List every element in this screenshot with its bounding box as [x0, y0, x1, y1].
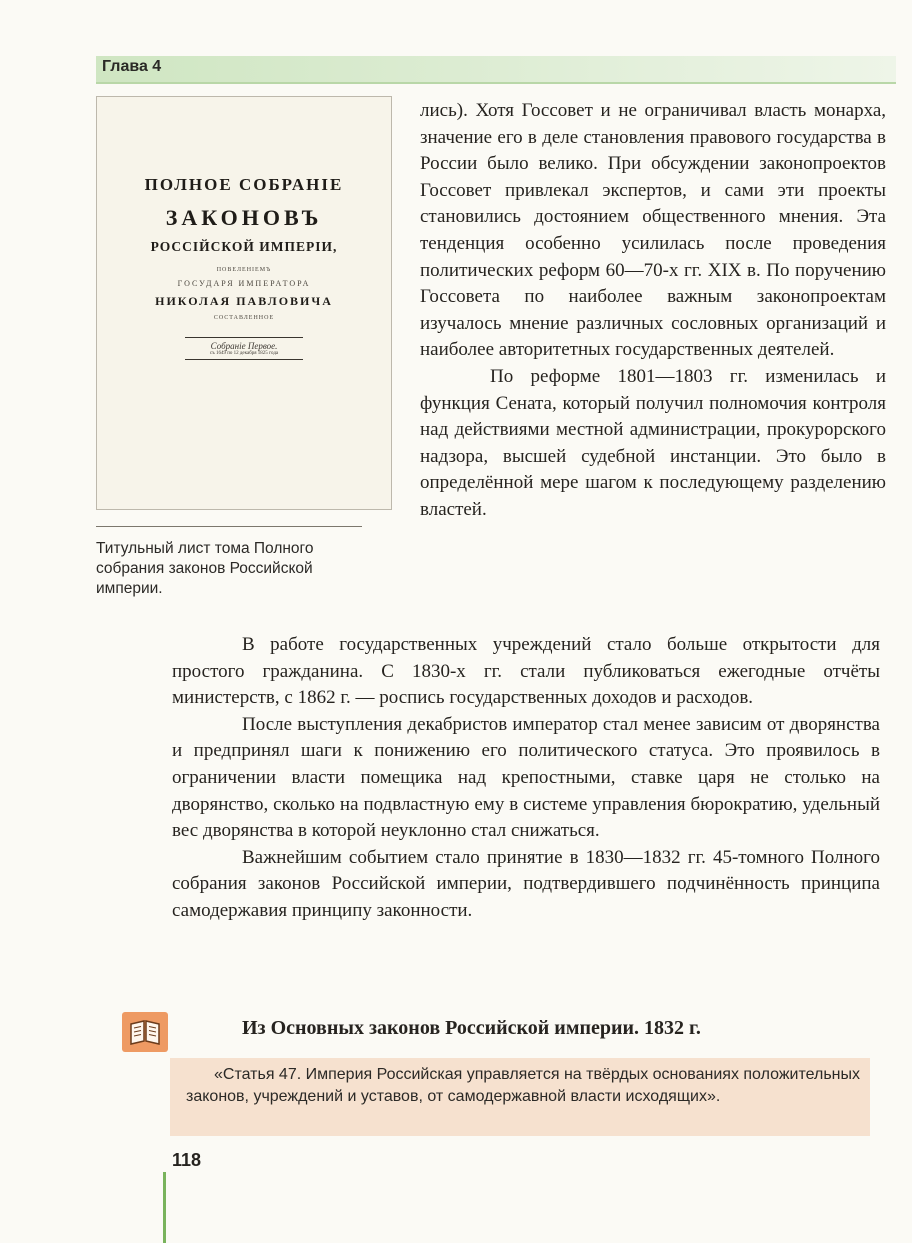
title-page-content: [119, 117, 369, 489]
source-quote: «Статья 47. Империя Российская управляется на твёрдых основаниях положительных законов, учреждений и уставов, от самодержавной власти исходящих».: [186, 1066, 860, 1105]
text-column-full: [172, 632, 880, 925]
chapter-label: Глава 4: [102, 58, 162, 75]
title-line-1: ПОЛНОЕ СОБРАНІЕ: [144, 175, 344, 194]
title-line-3: РОССІЙСКОЙ ИМПЕРІИ,: [150, 239, 338, 254]
text-column-right: [420, 98, 886, 524]
paragraph-4: После выступления декабристов император стал менее зависим от дворянства и предпринял шаги к понижению его политического статуса. Это проявилось в ограничении власти помещика над крепостными, ставке царя не столько на дворянство, сколько на подвластную ему в системе управления бюрократию, удельный вес дворянства в которой неуклонно стал снижаться.: [172, 713, 880, 842]
title-line-2: ЗАКОНОВЪ: [165, 205, 323, 230]
paragraph-1: лись). Хотя Госсовет и не ограничивал власть монарха, значение его в деле становления правового государства в России было велико. При обсуждении законопроектов Госсовет привлекал экспертов, и сами эти проекты становились достоянием общественного мнения. Эта тенденция особенно усилилась после проведения политических реформ 60—70-х гг. XIX в. По поручению Госсовета по наиболее важным законопроектам изучалось мнение различных сословных организаций и наиболее авторитетных государственных деятелей.: [420, 100, 886, 361]
paragraph-3: В работе государственных учреждений стало больше открытости для простого гражданина. С 1830-х гг. стали публиковаться ежегодные отчёты министерств, с 1862 г. — роспись государственных доходов и расходов.: [172, 634, 880, 709]
margin-rule: [163, 1172, 166, 1243]
caption-divider: [96, 526, 362, 527]
paragraph-5: Важнейшим событием стало принятие в 1830—1832 гг. 45-томного Полного собрания законов Российской империи, подтвердившего подчинённость принципа самодержавия принципу законности.: [172, 846, 880, 921]
title-line-4: ПОВЕЛЕНІЕМЪ: [216, 267, 272, 273]
chapter-header-band: [96, 56, 896, 82]
title-box-line-2: съ 1649 по 12 декабря 1825 года: [209, 351, 279, 356]
title-page-box: [185, 337, 303, 360]
title-line-7: СОСТАВЛЕННОЕ: [213, 315, 275, 321]
title-line-5: ГОСУДАРЯ ИМПЕРАТОРА: [177, 279, 311, 288]
title-page-illustration: [96, 96, 392, 510]
book-icon: [122, 1012, 168, 1052]
title-box-line-1: Собраніе Первое.: [210, 341, 278, 351]
illustration-caption: Титульный лист тома Полного собрания законов Российской империи.: [96, 540, 314, 597]
source-title: Из Основных законов Российской империи. 1832 г.: [242, 1017, 701, 1039]
page-number: 118: [172, 1150, 202, 1170]
title-line-6: НИКОЛАЯ ПАВЛОВИЧА: [155, 294, 333, 308]
paragraph-2: По реформе 1801—1803 гг. изменилась и функция Сената, который получил полномочия контроля над действиями местной администрации, прокурорского надзора, высшей судебной инстанции. Это было в определённой мере шагом к последующему разделению властей.: [420, 365, 886, 520]
